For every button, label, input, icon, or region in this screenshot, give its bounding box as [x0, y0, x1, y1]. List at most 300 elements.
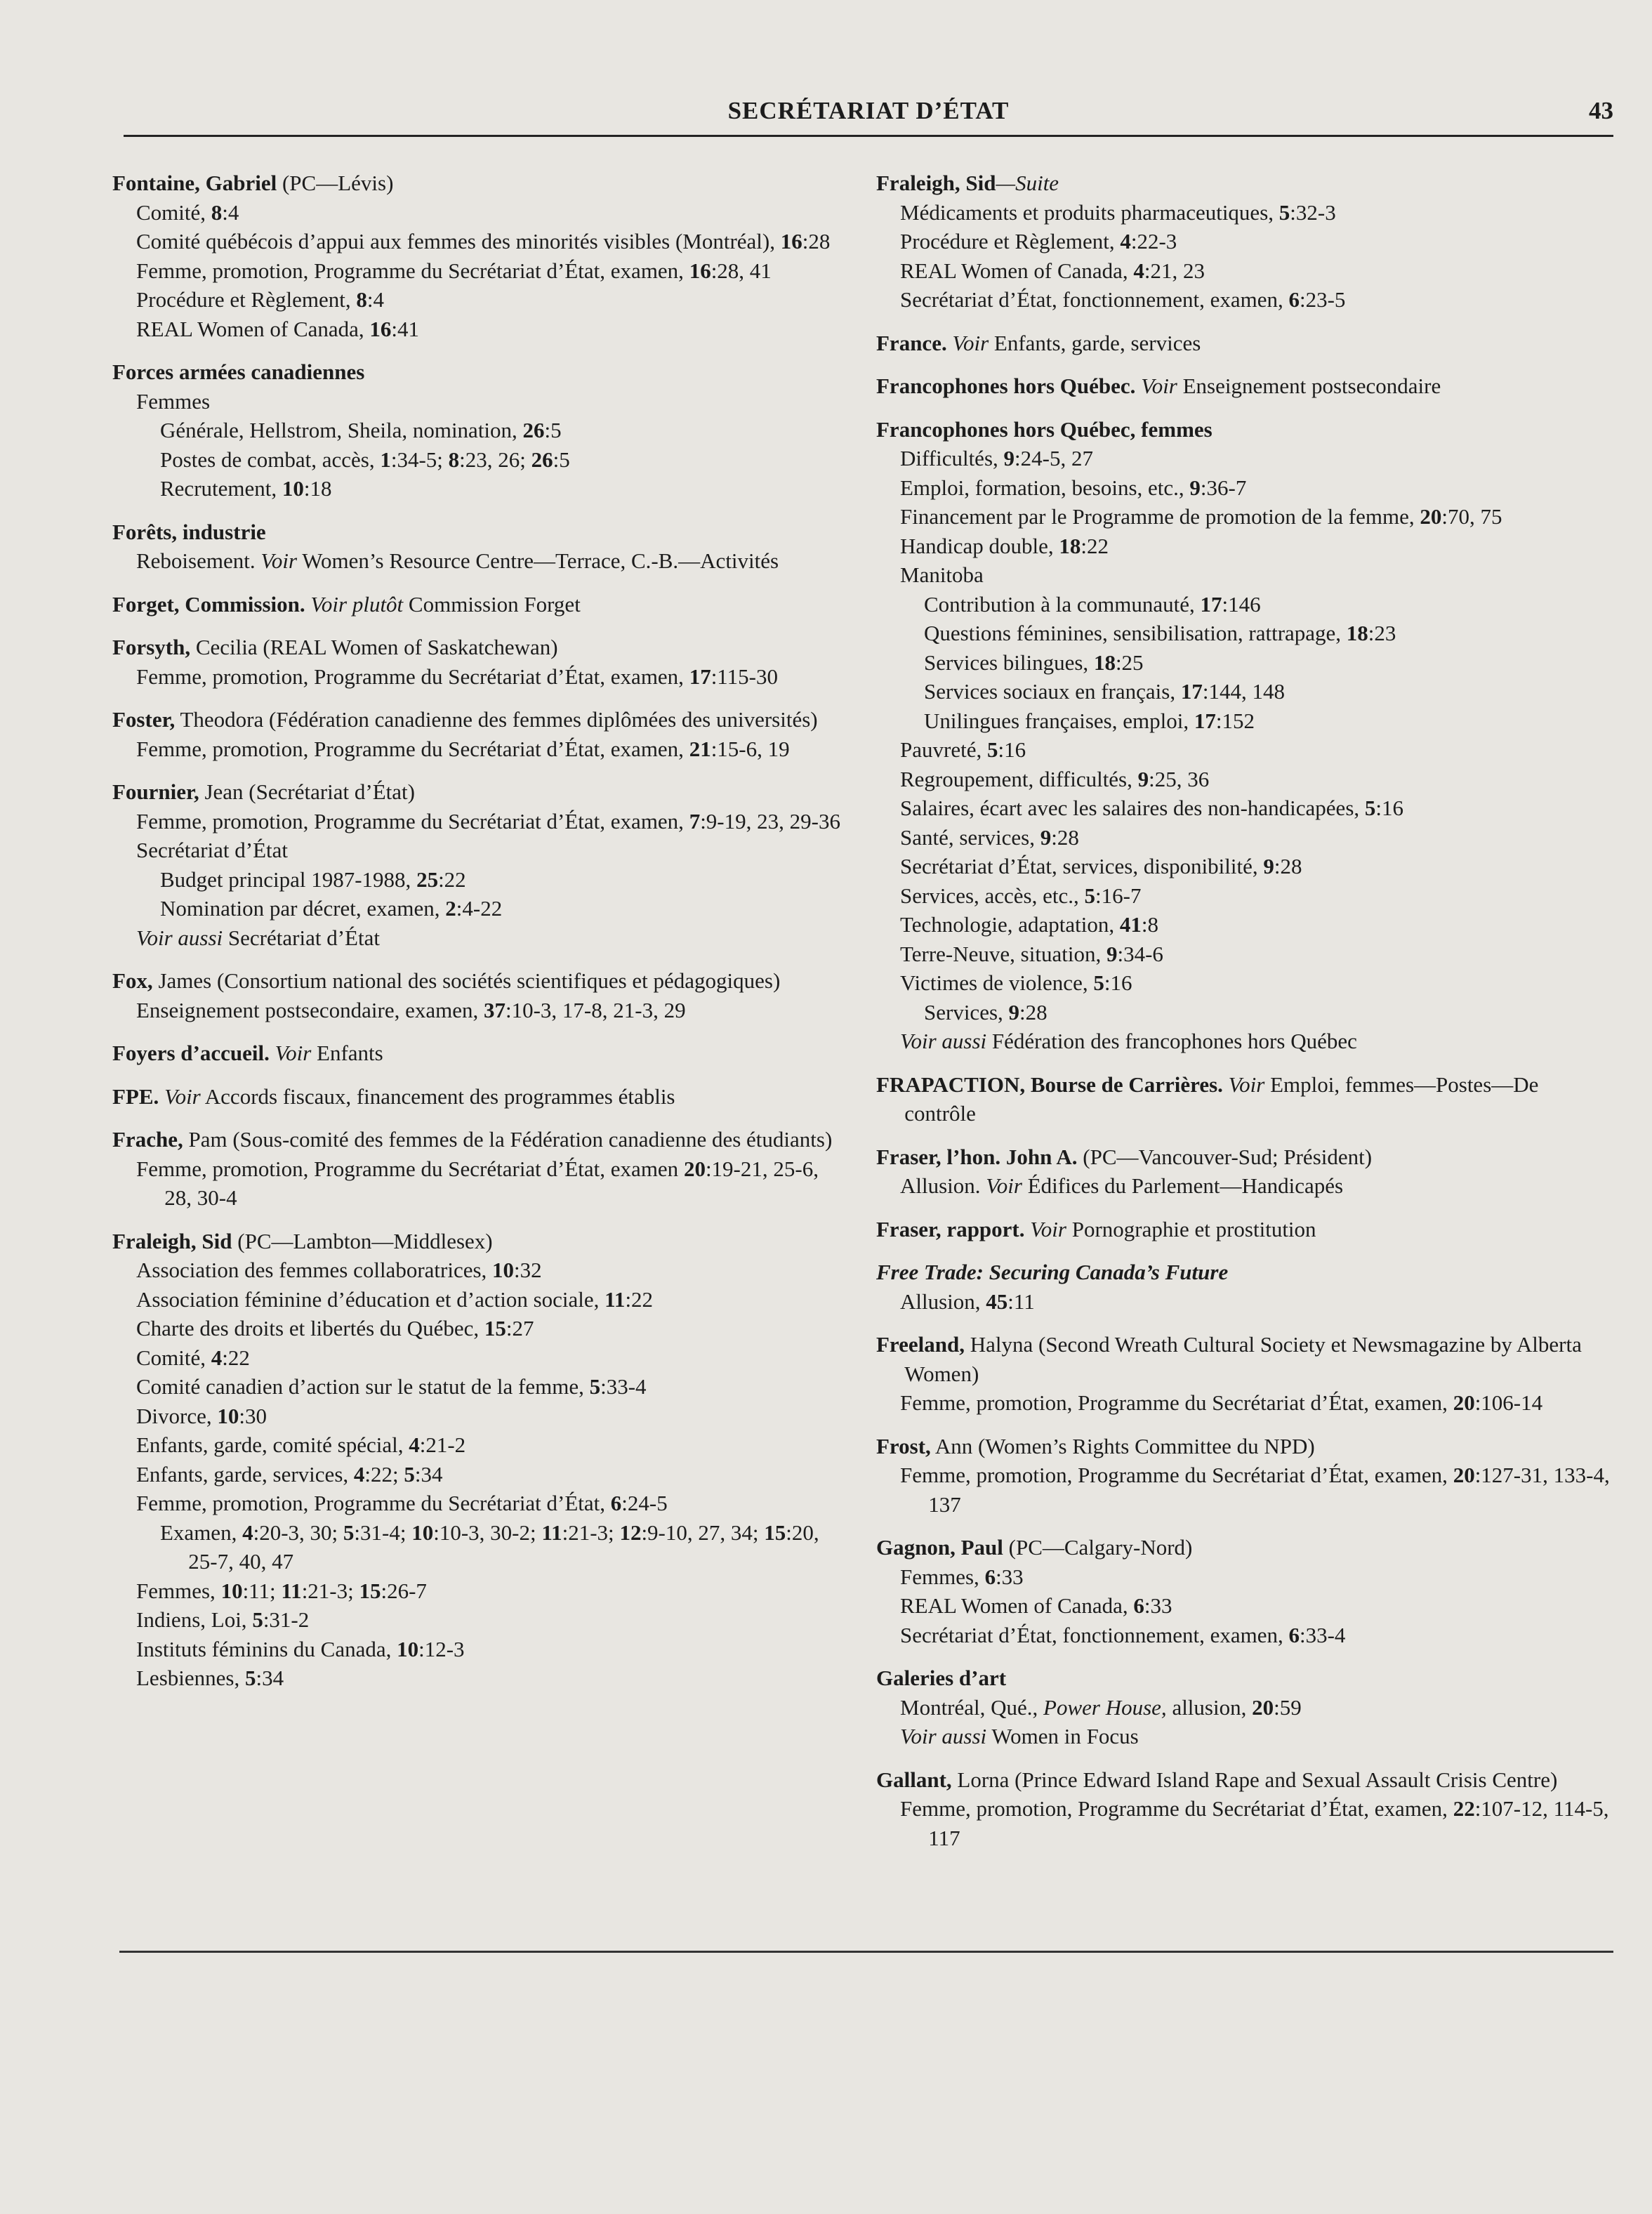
entry-text: 5 — [986, 737, 998, 762]
entry-text: 26 — [522, 418, 545, 442]
index-entry — [876, 1330, 1613, 1418]
entry-text: 5 — [343, 1520, 355, 1545]
subentry — [900, 910, 1613, 940]
entry-text: Freeland, — [876, 1332, 965, 1357]
entry-text: Difficultés, — [900, 446, 1004, 470]
entry-text: Lorna (Prince Edward Island Rape and Sexual Assault Crisis Centre) — [951, 1767, 1558, 1792]
subentry — [900, 852, 1613, 881]
subentry — [160, 474, 850, 503]
subentry — [900, 968, 1613, 998]
subentry — [160, 416, 850, 445]
entry-text: Forêts, industrie — [112, 519, 266, 544]
entry-text: 5 — [244, 1666, 256, 1690]
entry-text: Emploi, formation, besoins, etc., — [900, 475, 1190, 500]
entry-text: Voir aussi — [136, 925, 223, 950]
entry-heading — [112, 1039, 850, 1068]
entry-text: 15 — [764, 1520, 786, 1545]
subentry — [924, 590, 1613, 619]
entry-heading — [112, 357, 850, 387]
entry-heading — [112, 633, 850, 662]
entry-text: 16 — [689, 258, 711, 283]
entry-text: (PC—Vancouver-Sud; Président) — [1077, 1144, 1373, 1169]
entry-text: 9 — [1137, 766, 1149, 791]
entry-text: 17 — [1194, 708, 1216, 733]
entry-text: Association féminine d’éducation et d’action sociale, — [136, 1286, 605, 1312]
entry-heading — [112, 777, 850, 807]
entry-text: 9 — [1008, 999, 1020, 1024]
entry-text: :20, 25-7, 40, 47 — [188, 1520, 819, 1574]
entry-text: :34 — [414, 1461, 443, 1487]
entry-text: Services, — [924, 999, 1009, 1024]
index-entry — [876, 1215, 1613, 1244]
subentry — [136, 546, 850, 576]
entry-text: France. — [876, 330, 947, 355]
entry-text: Theodora (Fédération canadienne des femmes diplômées des universités) — [175, 707, 818, 732]
entry-text: :11 — [1007, 1289, 1035, 1314]
entry-text: FRAPACTION, Bourse de Carrières. — [876, 1072, 1223, 1097]
entry-text: Indiens, Loi, — [136, 1607, 253, 1632]
entry-text: FPE. — [112, 1083, 159, 1109]
entry-text: Femme, promotion, Programme du Secrétariat d’État, — [136, 1491, 611, 1515]
entry-text: REAL Women of Canada, — [900, 1593, 1134, 1618]
entry-text: 5 — [1084, 883, 1096, 908]
entry-text: Générale, Hellstrom, Sheila, nomination, — [160, 418, 523, 442]
subentry — [136, 1576, 850, 1606]
entry-text: Voir — [1141, 374, 1177, 398]
entry-text: Contribution à la communauté, — [924, 591, 1201, 617]
entry-text: Fontaine, Gabriel — [112, 171, 277, 195]
entry-text: Voir — [952, 330, 989, 355]
entry-text: Reboisement. — [136, 548, 261, 573]
entry-heading — [112, 590, 850, 619]
subentry — [900, 1388, 1613, 1418]
subentry — [900, 1171, 1613, 1201]
subentry — [900, 502, 1613, 532]
entry-heading — [876, 1432, 1613, 1461]
entry-text: Montréal, Qué., — [900, 1694, 1044, 1720]
entry-text: 17 — [1180, 679, 1203, 704]
entry-text: 11 — [604, 1286, 626, 1312]
entry-text: 11 — [281, 1578, 302, 1603]
subentry — [136, 1402, 850, 1431]
subentry — [900, 1591, 1613, 1621]
entry-text: Comité, — [136, 199, 211, 225]
entry-text: 8 — [211, 199, 223, 225]
entry-text: 4 — [242, 1520, 253, 1545]
entry-text: 5 — [589, 1374, 601, 1399]
entry-text: Foster, — [112, 707, 176, 732]
index-entry — [876, 1258, 1613, 1316]
entry-text: 5 — [1364, 796, 1376, 820]
entry-text: 4 — [353, 1461, 365, 1487]
entry-text: Fraleigh, Sid — [112, 1228, 232, 1253]
index-entry — [112, 1125, 850, 1213]
entry-text: Free Trade: Securing Canada’s Future — [876, 1260, 1229, 1284]
right-column — [876, 169, 1613, 1866]
entry-text: :24-5 — [621, 1491, 668, 1515]
entry-text: :28 — [1051, 824, 1079, 850]
entry-heading — [876, 1258, 1613, 1287]
entry-text: Women in Focus — [986, 1724, 1139, 1748]
entry-text: Secrétariat d’État, services, disponibilité, — [900, 854, 1264, 878]
entry-text: Divorce, — [136, 1403, 218, 1428]
entry-text: Questions féminines, sensibilisation, rattrapage, — [924, 621, 1347, 645]
entry-text: :10-3, 17-8, 21-3, 29 — [505, 997, 686, 1022]
entry-text: :16 — [1375, 796, 1404, 820]
subentry — [900, 793, 1613, 823]
entry-text: :22; — [364, 1461, 404, 1487]
entry-text: Examen, — [160, 1520, 243, 1545]
entry-text: Instituts féminins du Canada, — [136, 1636, 397, 1661]
subentry — [900, 823, 1613, 852]
entry-heading — [876, 1215, 1613, 1244]
entry-text: 17 — [689, 664, 711, 689]
index-entry — [876, 1070, 1613, 1128]
entry-text: Gallant, — [876, 1767, 952, 1792]
index-entry — [876, 1765, 1613, 1853]
entry-heading — [876, 1142, 1613, 1172]
subentry — [900, 560, 1613, 590]
entry-heading — [876, 329, 1613, 358]
subentry — [900, 1621, 1613, 1650]
entry-text: :9-19, 23, 29-36 — [700, 808, 840, 833]
entry-text: 6 — [1288, 1622, 1300, 1647]
subentry — [924, 648, 1613, 678]
entry-heading — [112, 1125, 850, 1154]
entry-text: Francophones hors Québec. — [876, 374, 1136, 398]
entry-text: 4 — [1133, 258, 1144, 283]
entry-text: 10 — [411, 1520, 434, 1545]
entry-text: :26-7 — [381, 1578, 427, 1603]
entry-text: Procédure et Règlement, — [900, 229, 1121, 253]
entry-text: Postes de combat, accès, — [160, 447, 381, 472]
entry-text: :36-7 — [1200, 475, 1247, 500]
index-entry — [876, 1663, 1613, 1751]
entry-text: 15 — [484, 1316, 506, 1340]
entry-text: :28, 41 — [711, 258, 772, 283]
entry-text: :5 — [553, 447, 570, 472]
entry-text: Galeries d’art — [876, 1666, 1007, 1690]
entry-text: :33 — [996, 1564, 1024, 1589]
subentry — [136, 1430, 850, 1460]
entry-text: 4 — [409, 1432, 420, 1457]
entry-text: 15 — [359, 1578, 381, 1603]
index-entry — [876, 1142, 1613, 1201]
entry-text: 5 — [252, 1607, 263, 1632]
entry-text: Fox, — [112, 968, 153, 993]
entry-text: 10 — [492, 1258, 515, 1282]
entry-text: 10 — [282, 476, 304, 501]
index-entry — [112, 1082, 850, 1112]
entry-text: 5 — [1093, 970, 1104, 995]
entry-text: :106-14 — [1474, 1390, 1543, 1415]
subentry — [136, 198, 850, 228]
entry-heading — [112, 1227, 850, 1256]
entry-text: 9 — [1106, 941, 1118, 966]
entry-text: :25 — [1115, 650, 1144, 675]
entry-text: Fraser, l’hon. John A. — [876, 1144, 1078, 1169]
entry-text: 20 — [683, 1156, 706, 1181]
entry-heading — [876, 1765, 1613, 1795]
subentry — [900, 881, 1613, 911]
left-column — [112, 169, 850, 1707]
entry-text: Commission Forget — [403, 591, 581, 617]
entry-text: :22 — [222, 1345, 250, 1370]
index-entry — [876, 329, 1613, 358]
entry-text: :34-6 — [1117, 941, 1163, 966]
subentry — [900, 256, 1613, 286]
entry-text: Frost, — [876, 1433, 931, 1458]
entry-text: Enfants, garde, services, — [136, 1461, 354, 1487]
entry-text: :18 — [303, 476, 332, 501]
entry-text: :22 — [1081, 533, 1109, 558]
entry-text: :24-5, 27 — [1015, 446, 1093, 470]
entry-text: :28 — [1274, 854, 1302, 878]
entry-text: :33-4 — [600, 1374, 647, 1399]
entry-text: Comité, — [136, 1345, 211, 1370]
subentry — [924, 677, 1613, 706]
entry-text: 9 — [1263, 854, 1274, 878]
entry-text: :152 — [1215, 708, 1255, 733]
entry-text: :16-7 — [1095, 883, 1142, 908]
entry-text: Fédération des francophones hors Québec — [986, 1029, 1357, 1053]
entry-text: Voir aussi — [900, 1724, 987, 1748]
subentry — [136, 996, 850, 1025]
entry-text: Procédure et Règlement, — [136, 287, 357, 312]
entry-text: (PC—Lambton—Middlesex) — [232, 1228, 493, 1253]
subentry — [900, 285, 1613, 315]
subentry — [136, 1489, 850, 1518]
entry-text: Services bilingues, — [924, 650, 1094, 675]
entry-text: :34-5; — [390, 447, 449, 472]
entry-text: :32 — [514, 1258, 542, 1282]
entry-text: :20-3, 30; — [253, 1520, 343, 1545]
entry-text: Enfants, garde, comité spécial, — [136, 1432, 409, 1457]
entry-text: Unilingues françaises, emploi, — [924, 708, 1194, 733]
entry-text: Nomination par décret, examen, — [160, 896, 446, 921]
footer-rule — [119, 1951, 1613, 1953]
index-entry — [112, 518, 850, 576]
subentry — [136, 1663, 850, 1693]
entry-text: :11; — [242, 1578, 282, 1603]
entry-text: :127-31, 133-4, 137 — [928, 1463, 1610, 1517]
entry-text: :32-3 — [1290, 199, 1336, 225]
entry-text: :33 — [1144, 1593, 1172, 1618]
entry-text: Comité québécois d’appui aux femmes des minorités visibles (Montréal), — [136, 229, 781, 253]
entry-text: allusion, — [1166, 1694, 1253, 1720]
index-entry — [876, 1432, 1613, 1520]
entry-text: 9 — [1189, 475, 1201, 500]
entry-text: 9 — [1003, 446, 1015, 470]
entry-text: Femme, promotion, Programme du Secrétariat d’État, examen — [136, 1156, 684, 1181]
entry-text: Forces armées canadiennes — [112, 360, 365, 384]
entry-text: :28 — [1019, 999, 1048, 1024]
index-entry — [876, 169, 1613, 315]
entry-text: Santé, services, — [900, 824, 1040, 850]
subentry — [160, 865, 850, 895]
entry-text: Manitoba — [900, 562, 984, 587]
entry-text: :22 — [625, 1286, 654, 1312]
entry-text: Pauvreté, — [900, 737, 987, 762]
page-header — [124, 93, 1613, 137]
entry-heading — [876, 371, 1613, 401]
subentry — [136, 256, 850, 286]
entry-text: Frache, — [112, 1127, 183, 1152]
subentry — [136, 315, 850, 344]
entry-text: 2 — [445, 896, 456, 921]
entry-text: 6 — [610, 1491, 622, 1515]
entry-text: 17 — [1200, 591, 1222, 617]
entry-text: 5 — [1278, 199, 1290, 225]
entry-text: 6 — [984, 1564, 996, 1589]
subentry — [900, 1794, 1613, 1852]
entry-text: :33-4 — [1299, 1622, 1346, 1647]
subentry — [136, 1460, 850, 1489]
subentry — [136, 807, 850, 836]
subentry — [924, 619, 1613, 648]
subentry — [900, 735, 1613, 765]
entry-text: 45 — [986, 1289, 1008, 1314]
entry-text: 20 — [1453, 1463, 1475, 1487]
entry-text: :4-22 — [456, 896, 503, 921]
entry-text: 4 — [211, 1345, 223, 1370]
entry-text: :21-3; — [301, 1578, 359, 1603]
subentry — [136, 387, 850, 416]
entry-text: Emploi, femmes—Postes—De contrôle — [904, 1072, 1539, 1126]
entry-text: Allusion, — [900, 1289, 986, 1314]
subentry — [136, 285, 850, 315]
entry-text: :5 — [544, 418, 562, 442]
entry-text: Terre-Neuve, situation, — [900, 941, 1106, 966]
entry-text: :21-2 — [419, 1432, 466, 1457]
entry-text: Femme, promotion, Programme du Secrétariat d’État, examen, — [136, 664, 689, 689]
entry-text: Femme, promotion, Programme du Secrétariat d’État, examen, — [136, 258, 689, 283]
entry-text: 41 — [1119, 912, 1142, 937]
subentry — [900, 1461, 1613, 1519]
entry-text: Enseignement postsecondaire, examen, — [136, 997, 484, 1022]
entry-text: Technologie, adaptation, — [900, 912, 1120, 937]
index-entry — [876, 415, 1613, 1056]
entry-text: :31-2 — [263, 1607, 310, 1632]
entry-heading — [876, 1330, 1613, 1388]
entry-text: Foyers d’accueil. — [112, 1041, 270, 1065]
entry-text: 5 — [404, 1461, 415, 1487]
subentry — [136, 1314, 850, 1343]
entry-text: Enfants, garde, services — [989, 330, 1201, 355]
subentry — [900, 227, 1613, 256]
entry-text: 6 — [1288, 287, 1300, 312]
entry-text: Femme, promotion, Programme du Secrétariat d’État, examen, — [900, 1463, 1453, 1487]
entry-text: 21 — [689, 736, 711, 761]
subentry — [136, 836, 850, 865]
entry-text: 8 — [448, 447, 460, 472]
entry-text: :146 — [1222, 591, 1261, 617]
entry-text: 9 — [1040, 824, 1052, 850]
entry-text: Voir — [260, 548, 298, 573]
index-entry — [112, 1039, 850, 1068]
entry-text: :4 — [366, 287, 384, 312]
entry-text: :4 — [222, 199, 239, 225]
index-entry — [112, 590, 850, 619]
entry-text: Fraleigh, Sid — [876, 171, 996, 195]
entry-text: Cecilia (REAL Women of Saskatchewan) — [190, 635, 558, 659]
subentry — [900, 198, 1613, 228]
subentry — [136, 734, 850, 764]
entry-text: :16 — [998, 737, 1026, 762]
entry-text: :28 — [802, 229, 831, 253]
entry-text: :70, 75 — [1441, 504, 1502, 529]
entry-text: 12 — [619, 1520, 642, 1545]
see-also — [136, 923, 850, 953]
entry-text: 7 — [689, 808, 701, 833]
entry-text: :21, 23 — [1144, 258, 1205, 283]
subentry — [900, 532, 1613, 561]
entry-text: Médicaments et produits pharmaceutiques, — [900, 199, 1279, 225]
see-also — [900, 1027, 1613, 1056]
entry-text: :34 — [256, 1666, 284, 1690]
entry-text: Power House, — [1043, 1694, 1167, 1720]
entry-text: 16 — [369, 316, 392, 341]
entry-text: :15-6, 19 — [711, 736, 790, 761]
entry-heading — [112, 169, 850, 198]
subentry — [900, 444, 1613, 473]
page-number: 43 — [1589, 97, 1613, 124]
subentry — [136, 1285, 850, 1314]
entry-text: Halyna (Second Wreath Cultural Society et Newsmagazine by Alberta Women) — [904, 1332, 1582, 1386]
entry-text: :22-3 — [1130, 229, 1177, 253]
entry-heading — [112, 705, 850, 734]
entry-heading — [112, 518, 850, 547]
entry-text: 4 — [1120, 229, 1131, 253]
entry-text: Handicap double, — [900, 533, 1059, 558]
entry-text: 8 — [356, 287, 367, 312]
entry-text: Voir — [986, 1173, 1022, 1198]
entry-text: Voir plutôt — [310, 591, 404, 617]
entry-text: :23-5 — [1299, 287, 1346, 312]
entry-text: Femme, promotion, Programme du Secrétariat d’État, examen, — [900, 1796, 1453, 1821]
index-entry — [112, 633, 850, 691]
subentry — [900, 765, 1613, 794]
entry-text: Charte des droits et libertés du Québec, — [136, 1316, 484, 1340]
running-title: SECRÉTARIAT D’ÉTAT — [727, 97, 1010, 124]
entry-text: :107-12, 114-5, 117 — [928, 1796, 1609, 1850]
entry-text: Women’s Resource Centre—Terrace, C.-B.—Activités — [297, 548, 779, 573]
subentry — [160, 1518, 850, 1576]
entry-text: Fraser, rapport. — [876, 1216, 1025, 1241]
entry-text: Secrétariat d’État, fonctionnement, examen, — [900, 287, 1289, 312]
entry-text: :16 — [1104, 970, 1132, 995]
entry-text: Pornographie et prostitution — [1066, 1216, 1316, 1241]
subentry — [900, 940, 1613, 969]
entry-text: 20 — [1420, 504, 1442, 529]
entry-text: :41 — [391, 316, 420, 341]
entry-text: (PC—Calgary-Nord) — [1003, 1535, 1193, 1560]
subentry — [924, 998, 1613, 1027]
entry-text: 20 — [1252, 1694, 1274, 1720]
entry-text: —Suite — [996, 171, 1059, 195]
entry-heading — [112, 1082, 850, 1112]
index-entry — [112, 777, 850, 952]
index-entry — [876, 371, 1613, 401]
entry-text: Femmes — [136, 388, 211, 414]
entry-text: :10-3, 30-2; — [433, 1520, 542, 1545]
entry-text: Association des femmes collaboratrices, — [136, 1258, 493, 1282]
entry-text: Femmes, — [900, 1564, 985, 1589]
entry-text: :59 — [1274, 1694, 1302, 1720]
entry-text: James (Consortium national des sociétés scientifiques et pédagogiques) — [152, 968, 781, 993]
index-entry — [112, 1227, 850, 1693]
entry-text: :23 — [1368, 621, 1396, 645]
